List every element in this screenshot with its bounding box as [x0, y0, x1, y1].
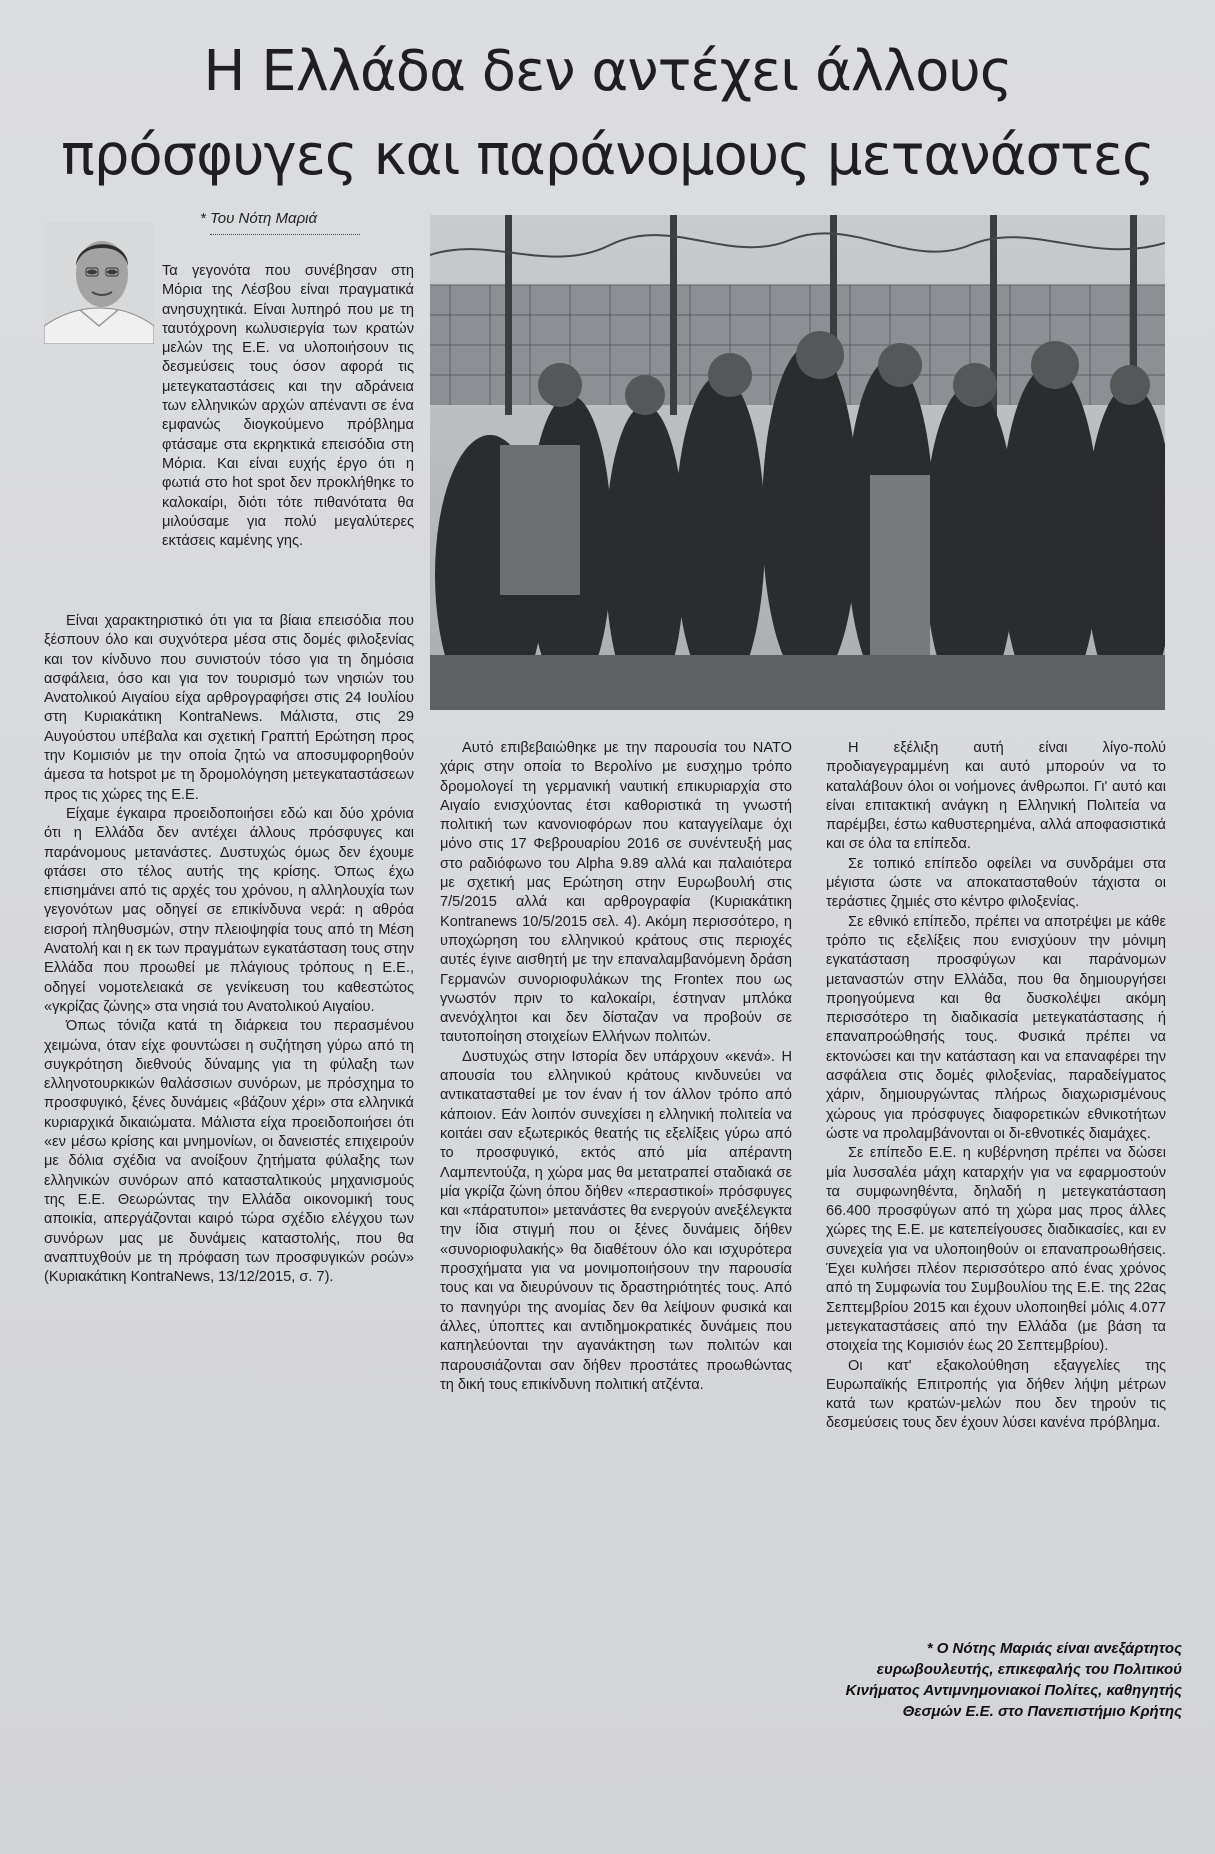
title-line-2: πρόσφυγες και παράνομους μετανάστες	[61, 123, 1154, 188]
article-title	[40, 30, 1175, 198]
column-1-top	[162, 262, 414, 551]
paragraph-10: Σε επίπεδο Ε.Ε. η κυβέρνηση πρέπει να δώσει μία λυσσαλέα μάχη καταρχήν για να εφαρμοστούν τα συμφωνηθέντα, δηλαδή η μετεγκατάσταση 66.400 προσφύγων από τη χώρα μας προς άλλες χώρες της Ε.Ε. με κατεπείγουσες διαδικασίες, και εν συνεχεία για να υλοποιηθούν οι επαναπροωθήσεις. Έχει κυλήσει πλέον περισσότερο από ένας χρόνος από τη Συμφωνία του Συμβουλίου της Ε.Ε. της 22ας Σεπτεμβρίου 2015 και έχουν υλοποιηθεί μόλις 4.077 μετεγκαταστάσεις από την Ελλάδα (με βάση τα στοιχεία της Κομισιόν έως 20 Σεπτεμβρίου).	[826, 1145, 1166, 1355]
paragraph-5: Αυτό επιβεβαιώθηκε με την παρουσία του ΝΑΤΟ χάρις στην οποία το Βερολίνο με ευσχημο τρόπο δρομολογεί τη γερμανική ναυτική επικυριαρχία στο Αιγαίο ενισχύοντας έτσι καθοριστικά τη γνωστή πολιτική των κανονιοφόρων που καταγγείλαμε όχι μόνο στις 17 Φεβρουαρίου 2016 σε συνέντευξή μας στο ραδιόφωνο του Alpha 9.89 αλλά και παλαιότερα με σχετική μας Ερώτηση στην Ευρωβουλή στις 7/5/2015 αλλά και αρθρογραφία (Κυριακάτικη Kontranews 10/5/2015 σελ. 4). Ακόμη περισσότερο, η υποχώρηση του ελληνικού κράτους στις περιοχές αυτές έγινε αισθητή με την επαναλαμβανόμενη δράση Γερμανών συνοριοφυλάκων της Frontex που ως γνωστόν πριν το καλοκαίρι, έστηναν μπλόκα ανενόχλητοι και δεν δίσταζαν να προβούν σε ταυτοποίηση στοιχείων Ελλήνων πολιτών.	[440, 740, 792, 1046]
paragraph-6: Δυστυχώς στην Ιστορία δεν υπάρχουν «κενά». Η απουσία του ελληνικού κράτους κινδυνεύει να αντικατασταθεί με τον έναν ή τον άλλον τρόπο από κάποιον. Εάν λοιπόν συνεχίσει η ελληνική πολιτεία να κοιτάει σαν εξωτερικός θεατής τις εξελίξεις γύρω από το προσφυγικό, εκτός από μία απέραντη Λαμπεντούζα, η χώρα μας θα μετατραπεί σταδιακά σε μία γκρίζα ζώνη όπου δήθεν «περαστικοί» πρόσφυγες και «πάρατυποι» μετανάστες θα ενεργούν ανεξέλεγκτα την ίδια στιγμή που οι ξένες δυνάμεις δήθεν «συνοριοφυλακής» θα διαθέτουν όλο και ισχυρότερα προσχήματα για να μονιμοποιήσουν την παρουσία τους και να διευρύνουν τις δραστηριότητές τους. Από το πανηγύρι της ανομίας δεν θα λείψουν φυσικά και άλλες, ύποπτες και αντιδημοκρατικές δυνάμεις που καπηλεύονται την αγανάκτηση των πολιτών και παρουσιάζονται σαν δήθεν προστάτες προωθώντας τη δική τους επικίνδυνη πολιτική ατζέντα.	[440, 1048, 792, 1393]
paragraph-2: Είναι χαρακτηριστικό ότι για τα βίαια επεισόδια που ξέσπουν όλο και συχνότερα μέσα στις δομές φιλοξενίας και τον κίνδυνο που συνιστούν τόσο για τη δημόσια ασφάλεια, όσο και για τον τουρισμό των νησιών του Ανατολικού Αιγαίου είχα αρθρογραφήσει στις 24 Ιουλίου στη Κυριακάτικη KontraNews. Μάλιστα, στις 29 Αυγούστου υπέβαλα και σχετική Γραπτή Ερώτηση προς την Κομισιόν με την οποία ζητώ να αποσυμφορηθούν άμεσα τα hotspot με τη δρομολόγηση μετεγκαταστάσεων προς τις χώρες της Ε.Ε.	[44, 613, 414, 803]
paragraph-8: Σε τοπικό επίπεδο οφείλει να συνδράμει στα μέγιστα ώστε να αποκατασταθούν τάχιστα οι τεράστιες ζημιές στο κέντρο φιλοξενίας.	[826, 855, 1166, 911]
author-footnote: * Ο Νότης Μαριάς είναι ανεξάρτητος ευρωβουλευτής, επικεφαλής του Πολιτικού Κινήματος Αντιμνημονιακοί Πολίτες, καθηγητής Θεσμών Ε.Ε. στο Πανεπιστήμιο Κρήτης	[845, 1640, 1182, 1720]
article-photo	[430, 215, 1165, 710]
paragraph-11: Οι κατ' εξακολούθηση εξαγγελίες της Ευρωπαϊκής Επιτροπής για δήθεν λήψη μέτρων κατά των κρατών-μελών που δεν τηρούν τις δεσμεύσεις τους δεν έχουν λύσει κανένα πρόβλημα.	[826, 1357, 1166, 1432]
paragraph-1: Τα γεγονότα που συνέβησαν στη Μόρια της Λέσβου είναι πραγματικά ανησυχητικά. Είναι λυπηρό που με τη ταυτόχρονη κωλυσιεργία των κρατών μελών της Ε.Ε. να υλοποιήσουν τις δεσμεύσεις τους όσον αφορά τις μετεγκαταστάσεις και την αδράνεια των ελληνικών αρχών απέναντι σε ένα εμφανώς διογκούμενο πρόβλημα φτάσαμε στα εκρηκτικά επεισόδια στη Μόρια. Και είναι ευχής έργο ότι η φωτιά στο hot spot δεν προκλήθηκε το καλοκαίρι, διότι τότε πιθανότατα θα μιλούσαμε για πολύ μεγαλύτερες εκτάσεις καμένης γης.	[162, 263, 414, 550]
title-line-1: Η Ελλάδα δεν αντέχει άλλους	[203, 39, 1012, 104]
column-2	[440, 739, 792, 1395]
paragraph-7: Η εξέλιξη αυτή είναι λίγο-πολύ προδιαγεγραμμένη και αυτό μπορούν να το καταλάβουν όλοι οι νοήμονες άνθρωποι. Γι' αυτό και είναι επιτακτική ανάγκη η Ελληνική Πολιτεία να παρέμβει, έστω καθυστερημένα, αλλά αποφασιστικά και σε όλα τα επίπεδα.	[826, 740, 1166, 853]
author-portrait	[44, 222, 154, 344]
paragraph-4: Όπως τόνιζα κατά τη διάρκεια του περασμένου χειμώνα, όταν είχε φουντώσει η συζήτηση γύρω από τη συγκρότηση διεθνούς δύναμης για τη φύλαξη των ελληνοτουρκικών θαλάσσιων συνόρων, με πρόσχημα το προσφυγικό, ξένες δυνάμεις «βάζουν χέρι» στα ελληνικά κυριαρχικά δικαιώματα. Μάλιστα είχα προειδοποιήσει ότι «εν μέσω κρίσης και μνημονίων, οι δανειστές επιχειρούν με δόλια σχέδια να ανοίξουν ζητήματα φύλαξης των ελληνικών συνόρων από κατασταλτικούς μηχανισμούς της Ε.Ε. Θεωρώντας την Ελλάδα οικονομική τους αποικία, απεργάζονται καιρό τώρα σχέδιο ελέγχου των συνόρων μας με δυνάμεις καταστολής, που θα αναπτυχθούν με τη πρόφαση των προσφυγικών ροών» (Κυριακάτικη KontraNews, 13/12/2015, σ. 7).	[44, 1018, 414, 1286]
byline: * Του Νότη Μαριά	[200, 210, 318, 227]
paragraph-9: Σε εθνικό επίπεδο, πρέπει να αποτρέψει με κάθε τρόπο τις εξελίξεις που ενισχύουν την μόνιμη εγκατάσταση προσφύγων και παράνομων μεταναστών στην Ελλάδα, που θα δημιουργήσει προηγούμενα και θα δυσκολέψει ακόμη περισσότερο τη διαδικασία μετεγκατάστασης ή επαναπροώθησής τους. Φυσικά πρέπει να εκτονώσει και την κατάσταση και να επαναφέρει την ασφάλεια στις δομές φιλοξενίας, παραδείγματος χάριν, δημιουργώντας πλήρως διαχωρισμένους χώρους για πρόσφυγες διαφορετικών εθνικοτήτων ώστε να προλαμβάνονται οι δι-εθνοτικές διαμάχες.	[826, 913, 1166, 1142]
column-1	[44, 612, 414, 1287]
byline-divider	[210, 234, 360, 235]
paragraph-3: Είχαμε έγκαιρα προειδοποιήσει εδώ και δύο χρόνια ότι η Ελλάδα δεν αντέχει άλλους πρόσφυγες και παράνομους μετανάστες. Δυστυχώς όμως δεν έχουμε φτάσει στο τέλος αυτής της κρίσης. Όπως έχω επισημάνει από τις αρχές του χρόνου, η αλληλουχία των γεγονότων μας οδηγεί σε επικίνδυνα νερά: η αθρόα εισροή πληθυσμών, στην πλειοψηφία τους από τη Μέση Ανατολή και η εκ των πραγμάτων εγκατάσταση τους στην Ελλάδα που προωθεί με πλάγιους τρόπους η Ε.Ε., οδηγεί νομοτελειακά σε γενίκευση του καθεστώτος «γκρίζας ζώνης» στα νησιά του Ανατολικού Αιγαίου.	[44, 805, 414, 1015]
column-3	[826, 739, 1166, 1434]
